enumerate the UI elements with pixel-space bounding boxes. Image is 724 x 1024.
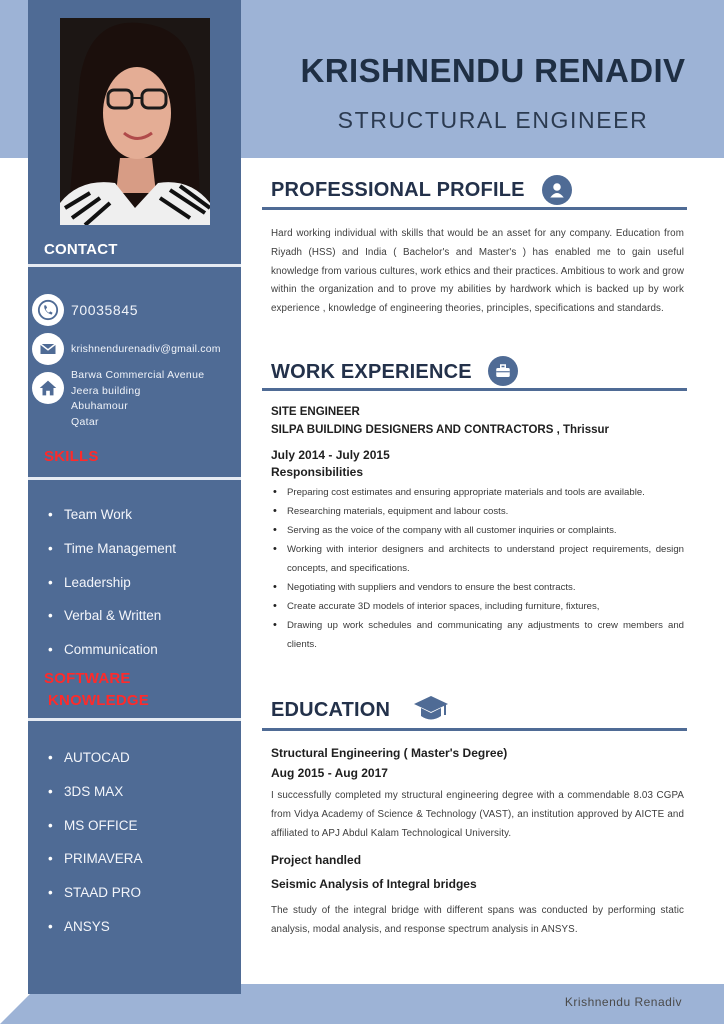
responsibility-item: • Serving as the voice of the company with all customer inquiries or complaints. xyxy=(271,521,684,540)
software-item: • MS OFFICE xyxy=(44,809,143,843)
project-text: The study of the integral bridge with different spans was conducted by performing static analysis, modal analysis, and response spectrum analysis in ANSYS. xyxy=(271,905,684,935)
experience-rule xyxy=(262,388,687,391)
profile-photo xyxy=(60,18,210,225)
responsibilities-list xyxy=(271,483,684,654)
job-company: SILPA BUILDING DESIGNERS AND CONTRACTORS , Thrissur xyxy=(271,424,609,436)
skills-heading: SKILLS xyxy=(44,448,99,465)
responsibility-item: • Drawing up work schedules and communicating any adjustments to crew members and clients. xyxy=(271,616,684,654)
software-heading-line-1: SOFTWARE xyxy=(44,670,131,687)
contact-heading: CONTACT xyxy=(44,241,118,258)
email-address: krishnendurenadiv@gmail.com xyxy=(71,343,221,355)
contact-divider xyxy=(28,264,241,267)
profile-rule xyxy=(262,207,687,210)
software-heading-line-2: KNOWLEDGE xyxy=(48,692,149,709)
mail-icon xyxy=(32,333,64,365)
address-block xyxy=(71,368,204,430)
contact-email xyxy=(32,333,237,365)
responsibilities-label: Responsibilities xyxy=(271,465,364,479)
contact-phone xyxy=(32,294,237,326)
software-item: • PRIMAVERA xyxy=(44,842,143,876)
project-title: Seismic Analysis of Integral bridges xyxy=(271,877,477,891)
contact-address xyxy=(32,368,237,430)
responsibility-item: • Create accurate 3D models of interior spaces, including furniture, fixtures, xyxy=(271,597,684,616)
address-line-2: Jeera building xyxy=(71,384,141,397)
skill-item: • Time Management xyxy=(44,532,176,566)
skill-item-continuation xyxy=(44,633,176,667)
responsibility-item: • Working with interior designers and architects to understand project requirements, design concepts, and specifications. xyxy=(271,540,684,578)
responsibility-item: • Preparing cost estimates and ensuring appropriate materials and tools are available. xyxy=(271,483,684,502)
profile-text: Hard working individual with skills that would be an asset for any company. Education from Riyadh (HSS) and India ( Bachelor's and Master's ) has enabled me to gain useful knowledge from various cultures, work ethics and their practices. Ambitious to work and grow within the organization and to prove my abilities by hardwork which is backed up by work experience , knowledge of engineering theories, principles, specifications and standards. xyxy=(271,228,684,315)
responsibility-item: • Negotiating with suppliers and vendors to ensure the best contracts. xyxy=(271,578,684,597)
home-icon xyxy=(32,372,64,404)
skills-divider xyxy=(28,477,241,480)
briefcase-icon xyxy=(488,356,518,386)
education-heading: EDUCATION xyxy=(271,699,391,721)
degree-dates: Aug 2015 - Aug 2017 xyxy=(271,766,388,780)
software-list xyxy=(44,741,143,944)
user-icon xyxy=(542,175,572,205)
address-line-4: Qatar xyxy=(71,415,99,428)
education-text: I successfully completed my structural engineering degree with a commendable 8.03 CGPA from Vidya Academy of Science & Technology (VAST), an institution approved by AICTE and affiliated to APJ Abdul Kalam Technological University. xyxy=(271,790,684,839)
portrait-image xyxy=(60,18,210,225)
degree-title: Structural Engineering ( Master's Degree) xyxy=(271,746,508,760)
software-item: • AUTOCAD xyxy=(44,741,143,775)
address-line-3: Abuhamour xyxy=(71,400,128,412)
skill-item: • Leadership xyxy=(44,566,176,600)
skill-item: • Team Work xyxy=(44,498,176,532)
software-item: • 3DS MAX xyxy=(44,775,143,809)
experience-heading: WORK EXPERIENCE xyxy=(271,361,472,383)
phone-number: 70035845 xyxy=(71,302,139,318)
skills-list xyxy=(44,498,176,667)
resume-role: STRUCTURAL ENGINEER xyxy=(337,107,649,133)
address-line-1: Barwa Commercial Avenue xyxy=(71,369,205,381)
skill-item: • Verbal & Written xyxy=(44,599,176,633)
software-item: • STAAD PRO xyxy=(44,876,143,910)
skill-item-text: • Communication xyxy=(64,642,158,658)
phone-icon xyxy=(32,294,64,326)
education-rule xyxy=(262,728,687,731)
software-divider xyxy=(28,718,241,721)
resume-name: KRISHNENDU RENADIV xyxy=(300,52,686,89)
graduation-cap-icon xyxy=(412,694,450,729)
software-item: • ANSYS xyxy=(44,910,143,944)
footer-name: Krishnendu Renadiv xyxy=(564,995,682,1009)
profile-heading: PROFESSIONAL PROFILE xyxy=(271,179,525,201)
project-label: Project handled xyxy=(271,853,362,867)
job-dates: July 2014 - July 2015 xyxy=(271,448,390,462)
job-title: SITE ENGINEER xyxy=(271,406,360,418)
responsibility-item: • Researching materials, equipment and labour costs. xyxy=(271,502,684,521)
